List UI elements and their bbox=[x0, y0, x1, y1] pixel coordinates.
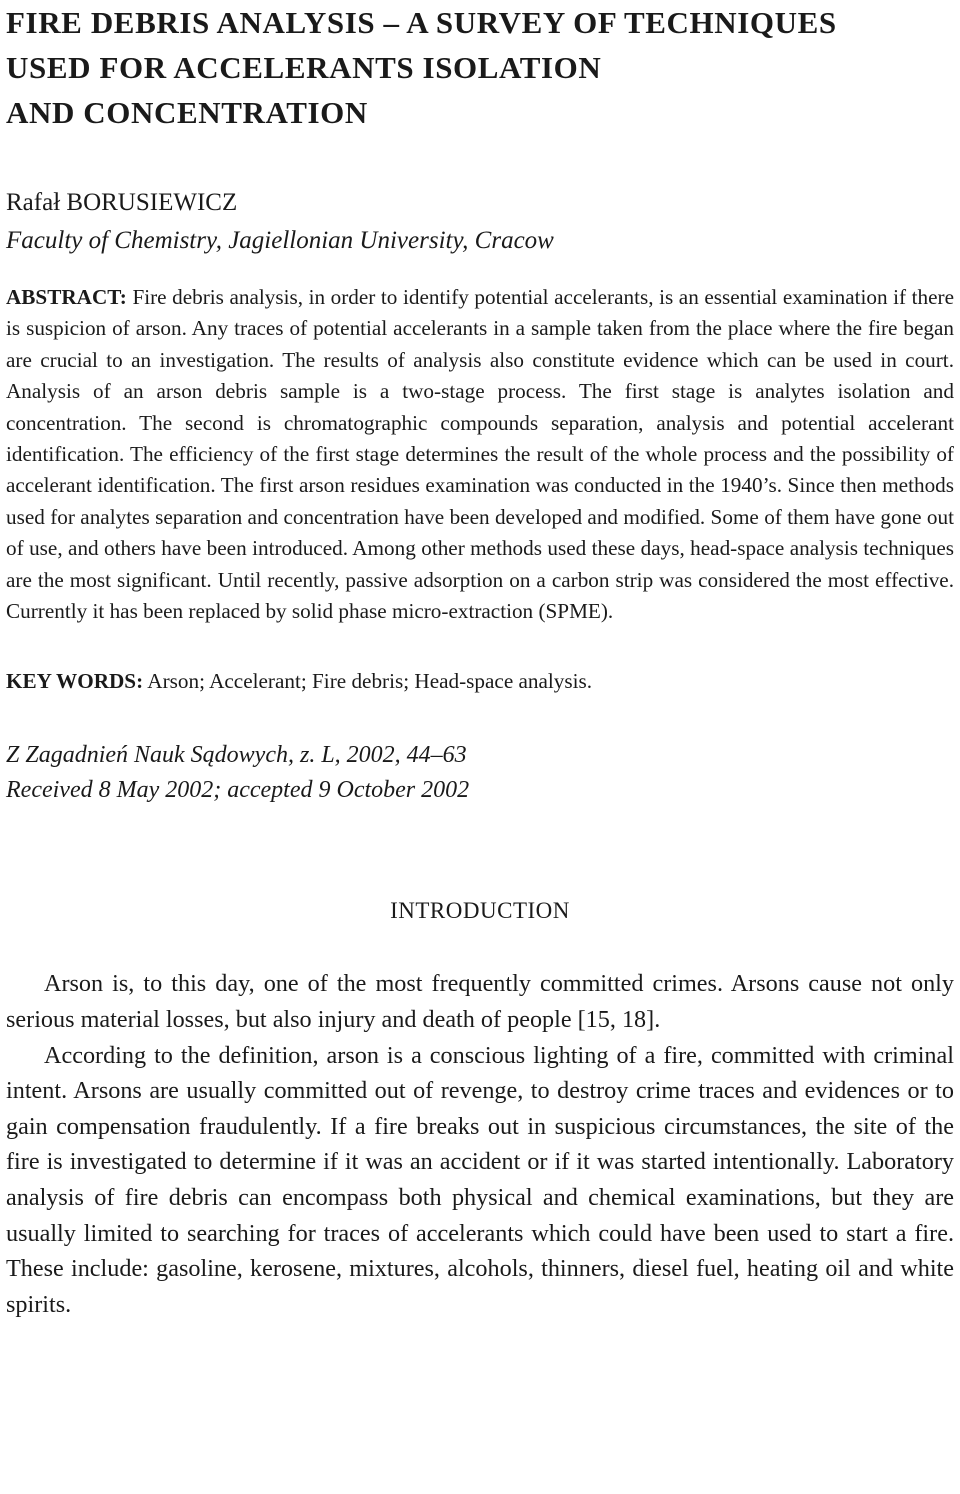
body-paragraph: Arson is, to this day, one of the most frequently committed crimes. Arsons cause not only serious material losses, but also injury and death of people [15, 18]. bbox=[6, 970, 954, 1034]
abstract bbox=[6, 282, 954, 627]
abstract-label: ABSTRACT: bbox=[6, 285, 127, 309]
title-line: USED FOR ACCELERANTS ISOLATION bbox=[6, 50, 602, 85]
body-paragraph: According to the definition, arson is a conscious lighting of a fire, committed with criminal intent. Arsons are usually committed out of revenge, to destroy crime traces and evidences or to gain compensation fraudulently. If a fire breaks out in suspicious circumstances, the site of the fire is investigated to determine if it was an accident or if it was started intentionally. Laboratory analysis of fire debris can encompass both physical and chemical examinations, but they are usually limited to searching for traces of accelerants which could have been used to start a fire. These include: gasoline, kerosene, mixtures, alcohols, thinners, diesel fuel, heating oil and white spirits. bbox=[6, 1041, 954, 1318]
title-line: FIRE DEBRIS ANALYSIS – A SURVEY OF TECHNIQUES bbox=[6, 5, 837, 40]
received-dates: Received 8 May 2002; accepted 9 October 2002 bbox=[6, 777, 470, 804]
abstract-text: Fire debris analysis, in order to identify potential accelerants, is an essential examination if there is suspicion of arson. Any traces of potential accelerants in a sample taken from the place where the fire began are crucial to an investigation. The results of analysis also constitute evidence which can be used in court. Analysis of an arson debris sample is a two-stage process. The first stage is analytes isolation and concentration. The second is chromatographic compounds separation, analysis and potential accelerant identification. The efficiency of the first stage determines the result of the whole process and the possibility of accelerant identification. The first arson residues examination was conducted in the 1940’s. Since then methods used for analytes separation and concentration have been developed and modified. Some of them have gone out of use, and others have been introduced. Among other methods used these days, head-space analysis techniques are the most significant. Until recently, passive adsorption on a carbon strip was considered the most effective. Currently it has been replaced by solid phase micro-extraction (SPME). bbox=[6, 285, 955, 624]
keywords bbox=[6, 666, 954, 697]
keywords-label: KEY WORDS: bbox=[6, 669, 144, 694]
keywords-text: Arson; Accelerant; Fire debris; Head-space analysis. bbox=[147, 669, 593, 694]
paper-page bbox=[6, 0, 954, 1322]
citation-block bbox=[6, 738, 954, 808]
title-line: AND CONCENTRATION bbox=[6, 95, 368, 130]
paper-title bbox=[6, 0, 954, 135]
journal-citation: Z Zagadnień Nauk Sądowych, z. L, 2002, 44–63 bbox=[6, 742, 467, 769]
section-heading-introduction: INTRODUCTION bbox=[390, 898, 570, 924]
author-affiliation: Faculty of Chemistry, Jagiellonian University, Cracow bbox=[6, 227, 554, 254]
author-name: Rafał BORUSIEWICZ bbox=[6, 189, 238, 216]
